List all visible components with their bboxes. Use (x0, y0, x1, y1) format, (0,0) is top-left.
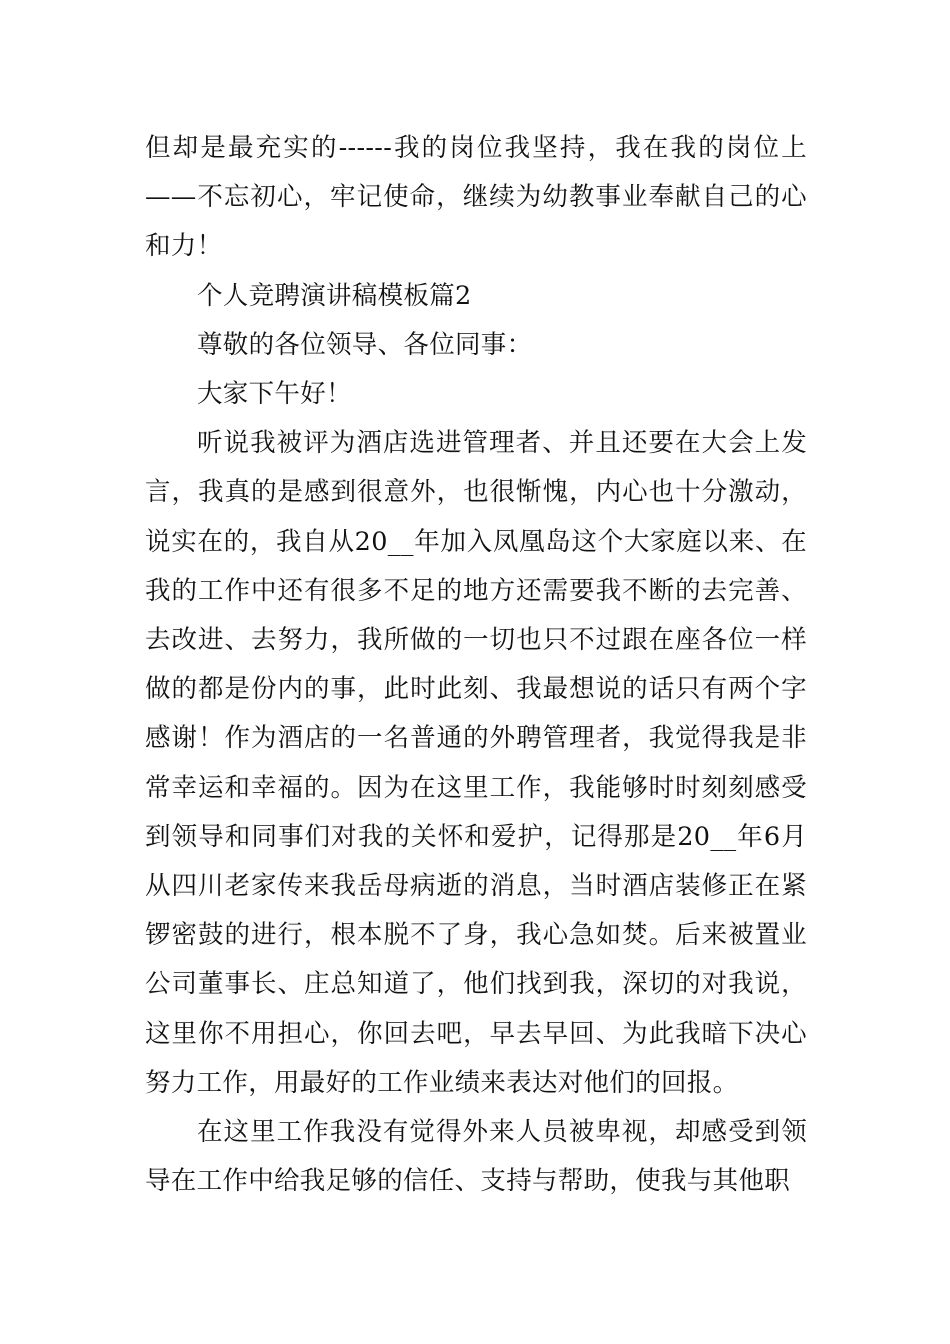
document-body (145, 124, 807, 1206)
body-paragraph: 听说我被评为酒店选进管理者、并且还要在大会上发言，我真的是感到很意外，也很惭愧，内心也十分激动，说实在的，我自从20__年加入凤凰岛这个大家庭以来、在我的工作中还有很多不足的地方还需要我不断的去完善、去改进、去努力，我所做的一切也只不过跟在座各位一样做的都是份内的事，此时此刻、我最想说的话只有两个字感谢！作为酒店的一名普通的外聘管理者，我觉得我是非常幸运和幸福的。因为在这里工作，我能够时时刻刻感受到领导和同事们对我的关怀和爱护，记得那是20__年6月从四川老家传来我岳母病逝的消息，当时酒店装修正在紧锣密鼓的进行，根本脱不了身，我心急如焚。后来被置业公司董事长、庄总知道了，他们找到我，深切的对我说，这里你不用担心，你回去吧，早去早回、为此我暗下决心努力工作，用最好的工作业绩来表达对他们的回报。 (145, 428, 807, 1098)
section-heading: 个人竞聘演讲稿模板篇2 (197, 280, 472, 311)
greeting: 大家下午好！ (197, 379, 352, 410)
paragraph-continuation: 但却是最充实的------我的岗位我坚持，我在我的岗位上——不忘初心，牢记使命，继续为幼教事业奉献自己的心和力！ (145, 133, 807, 262)
body-paragraph: 在这里工作我没有觉得外来人员被卑视，却感受到领导在工作中给我足够的信任、支持与帮助，使我与其他职 (145, 1117, 807, 1197)
salutation: 尊敬的各位领导、各位同事： (197, 329, 533, 360)
